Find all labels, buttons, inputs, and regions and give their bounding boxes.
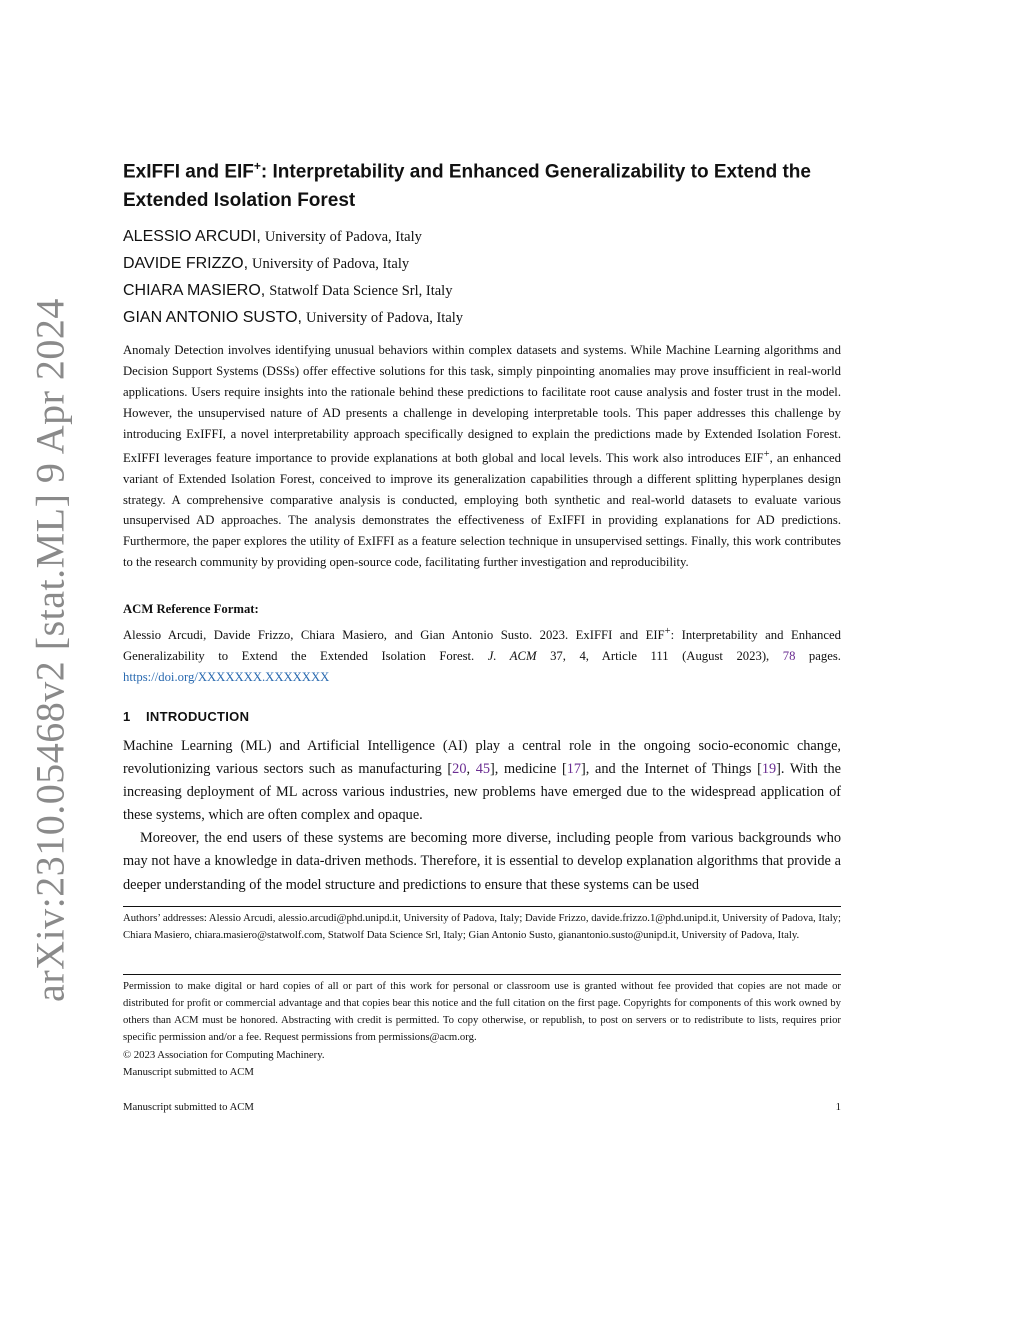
section-title: INTRODUCTION	[146, 709, 250, 724]
introduction-paragraph: Moreover, the end users of these systems are becoming more diverse, including people from various backgrounds who may not have a knowledge in data-driven methods. Therefore, it is essential to develop explanation algorithms that provide a deeper understanding of the model structure and predictions to ensure that these systems can be used	[123, 830, 841, 893]
page-footer-left: Manuscript submitted to ACM	[123, 1101, 254, 1113]
copyright-notice: © 2023 Association for Computing Machinery.	[123, 1049, 325, 1061]
permission-notice: Permission to make digital or hard copies of all or part of this work for personal or classroom use is granted without fee provided that copies are not made or distributed for profit or commercial advantage and that copies bear this notice and the full citation on the first page. Copyrights for components of this work owned by others than ACM must be honored. Abstracting with credit is permitted. To copy otherwise, or republish, to post on servers or to redistribute to lists, requires prior specific permission and/or a fee. Request permissions from permissions@acm.org.	[123, 980, 841, 1043]
author-entry	[123, 304, 841, 331]
acm-reference-part1: Alessio Arcudi, Davide Frizzo, Chiara Masiero, and Gian Antonio Susto. 2023. ExIFFI and EIF	[123, 628, 665, 643]
introduction-body	[123, 735, 841, 897]
author-list	[123, 223, 841, 331]
author-entry	[123, 250, 841, 277]
author-entry	[123, 223, 841, 250]
paragraph-text: ], medicine [	[489, 761, 567, 778]
citation-link[interactable]: 45	[475, 761, 490, 778]
acm-reference-heading: ACM Reference Format:	[123, 602, 259, 616]
citation-link[interactable]: 20	[452, 761, 467, 778]
acm-reference-superscript: +	[664, 626, 671, 637]
author-affiliation: University of Padova, Italy	[306, 310, 464, 326]
acm-reference-part4: pages.	[795, 649, 841, 664]
author-entry	[123, 277, 841, 304]
acm-reference-journal: J. ACM	[487, 649, 537, 664]
introduction-paragraph	[123, 735, 841, 827]
author-affiliation: University of Padova, Italy	[252, 256, 410, 272]
author-name: ALESSIO ARCUDI,	[123, 228, 261, 245]
doi-link[interactable]: https://doi.org/XXXXXXX.XXXXXXX	[123, 670, 330, 685]
author-name: DAVIDE FRIZZO,	[123, 255, 249, 272]
title-superscript: +	[253, 159, 261, 173]
abstract-text-part2: , an enhanced variant of Extended Isolation Forest, conceived to improve its generalization capabilities through a different splitting hyperplanes design strategy. A comprehensive comparative analysis is conducted, employing both synthetic and real-world datasets to evaluate various unsupervised AD approaches. The analysis demonstrates the effectiveness of ExIFFI in providing explanations for AD predictions. Furthermore, the paper explores the utility of ExIFFI as a feature selection technique in unsupervised settings. Finally, this work contributes to the research community by providing open-source code, facilitating further investigation and reproducibility.	[123, 450, 841, 570]
title-text-part1: ExIFFI and EIF	[123, 161, 254, 183]
abstract-text-part1: Anomaly Detection involves identifying unusual behaviors within complex datasets and systems. While Machine Learning algorithms and Decision Support Systems (DSSs) offer effective solutions for this task, simply pinpointing anomalies may prove insufficient in real-world applications. Users require insights into the rationale behind these predictions to facilitate root cause analysis and foster trust in the model. However, the unsupervised nature of AD presents a challenge in developing interpretable tools. This paper addresses this challenge by introducing ExIFFI, a novel interpretability approach specifically designed to explain the predictions made by Extended Isolation Forest. ExIFFI leverages feature importance to provide explanations at both global and local levels. This work also introduces EIF	[123, 343, 841, 465]
author-name: CHIARA MASIERO,	[123, 282, 266, 299]
permission-divider	[123, 974, 841, 975]
acm-reference-part3: 37, 4, Article 111 (August 2023),	[536, 649, 783, 664]
title-text-part2: : Interpretability and Enhanced Generalizability to Extend the Extended Isolation Forest	[123, 161, 811, 212]
paper-title	[123, 152, 841, 215]
citation-link[interactable]: 19	[761, 761, 777, 778]
abstract-superscript: +	[763, 448, 770, 460]
manuscript-note: Manuscript submitted to ACM	[123, 1066, 254, 1078]
acm-reference-part2: : Interpretability and Enhanced Generalizability to Extend the Extended Isolation Forest.	[123, 628, 841, 664]
citation-link[interactable]: 17	[566, 761, 582, 778]
paragraph-text: ,	[466, 761, 476, 778]
footnote-divider	[123, 906, 841, 907]
section-heading-introduction	[123, 709, 249, 724]
paragraph-text: ]. With the increasing deployment of ML across various industries, new problems have emerged due to the widespread application of these systems, which are often complex and opaque.	[123, 761, 841, 824]
authors-addresses-footnote: Authors’ addresses: Alessio Arcudi, alessio.arcudi@phd.unipd.it, University of Padova, Italy; Davide Frizzo, davide.frizzo.1@phd.unipd.it, University of Padova, Italy; Chiara Masiero, chiara.masiero@statwolf.com, Statwolf Data Science Srl, Italy; Gian Antonio Susto, gianantonio.susto@unipd.it, University of Padova, Italy.	[123, 912, 841, 941]
paragraph-text: Machine Learning (ML) and Artificial Intelligence (AI) play a central role in the ongoing socio-economic change, revolutionizing various sectors such as manufacturing [	[123, 738, 841, 778]
arxiv-identifier-stamp: arXiv:2310.05468v2 [stat.ML] 9 Apr 2024	[27, 298, 73, 1002]
section-number: 1	[123, 709, 131, 724]
acm-reference-text	[123, 622, 841, 688]
abstract	[123, 340, 841, 573]
author-name: GIAN ANTONIO SUSTO,	[123, 309, 302, 326]
page-number: 1	[835, 1101, 841, 1113]
paragraph-text: ], and the Internet of Things [	[581, 761, 762, 778]
author-affiliation: University of Padova, Italy	[264, 229, 422, 245]
page-count-link[interactable]: 78	[782, 649, 796, 664]
author-affiliation: Statwolf Data Science Srl, Italy	[269, 283, 453, 299]
